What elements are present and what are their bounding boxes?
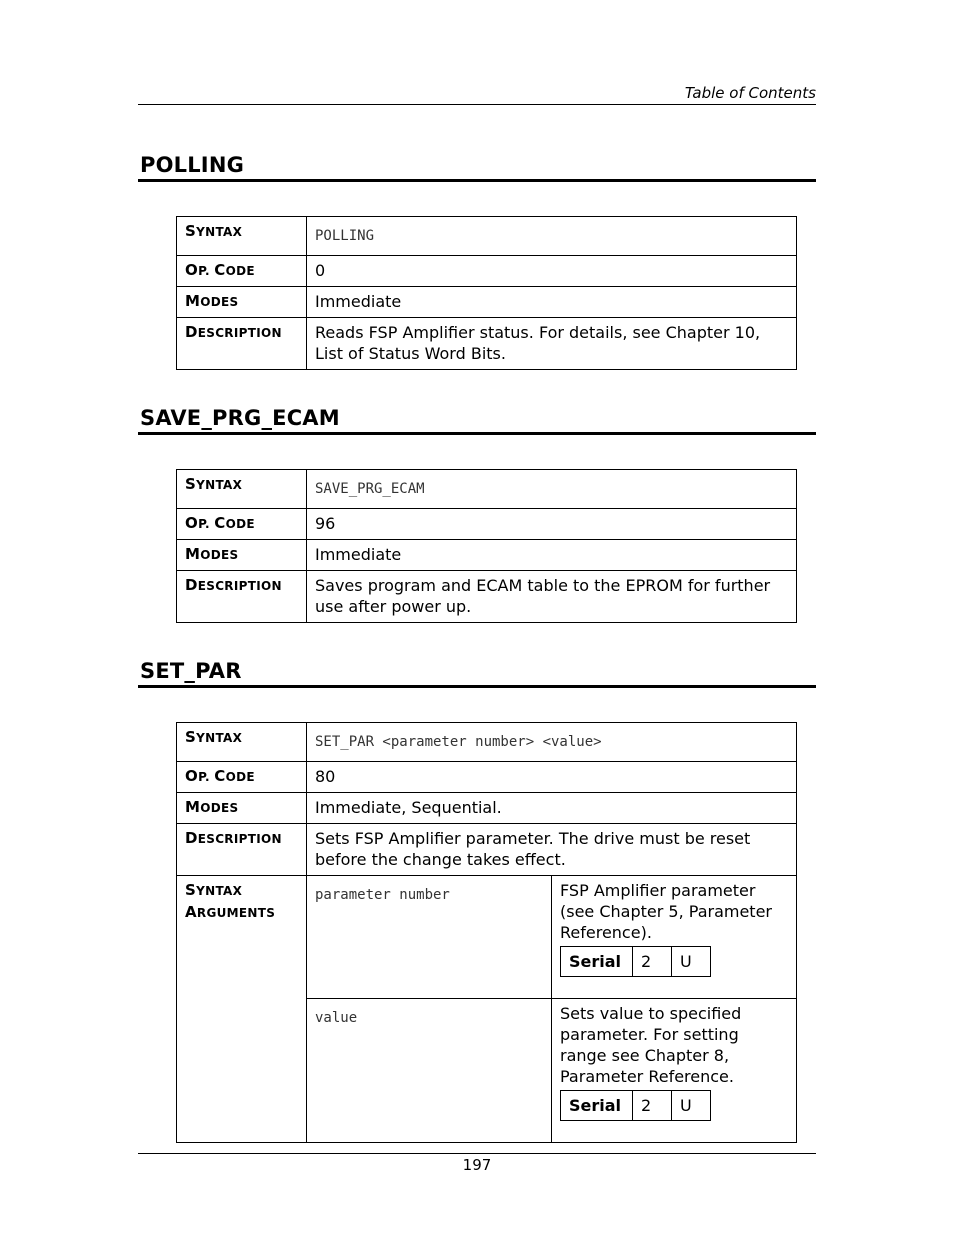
description-value: Sets FSP Amplifier parameter. The drive must be reset before the change takes effect. <box>307 824 797 876</box>
section-rule <box>138 179 816 182</box>
page-number: 197 <box>462 1156 492 1174</box>
serial-table <box>560 946 711 977</box>
table-row-syntax <box>177 723 797 762</box>
section-rule <box>138 432 816 435</box>
label-modes: MODES <box>177 793 307 824</box>
section-rule <box>138 685 816 688</box>
serial-type: U <box>672 947 711 977</box>
table-row-opcode <box>177 256 797 287</box>
label-opcode: OP. CODE <box>177 762 307 793</box>
table-row-description <box>177 318 797 370</box>
argument-description-text: Sets value to specified parameter. For setting range see Chapter 8, Parameter Reference. <box>560 1004 742 1086</box>
table-row-opcode <box>177 509 797 540</box>
label-description: DESCRIPTION <box>177 571 307 623</box>
table-row-modes <box>177 793 797 824</box>
command-table-save-prg-ecam <box>176 469 797 623</box>
label-description: DESCRIPTION <box>177 824 307 876</box>
command-table-polling <box>176 216 797 370</box>
opcode-value: 80 <box>307 762 797 793</box>
serial-length: 2 <box>633 947 672 977</box>
table-row-description <box>177 571 797 623</box>
modes-value: Immediate, Sequential. <box>307 793 797 824</box>
description-value: Reads FSP Amplifier status. For details, see Chapter 10, List of Status Word Bits. <box>307 318 797 370</box>
serial-length: 2 <box>633 1091 672 1121</box>
label-opcode: OP. CODE <box>177 256 307 287</box>
section-title-save-prg-ecam: SAVE_PRG_ECAM <box>140 406 340 430</box>
table-row-syntax <box>177 470 797 509</box>
argument-description <box>552 876 797 999</box>
serial-label: Serial <box>561 1091 633 1121</box>
serial-type: U <box>672 1091 711 1121</box>
section-title-polling: POLLING <box>140 153 245 177</box>
argument-name: parameter number <box>307 876 552 999</box>
label-syntax: SYNTAX <box>177 217 307 256</box>
serial-table <box>560 1090 711 1121</box>
label-opcode: OP. CODE <box>177 509 307 540</box>
syntax-value: SAVE_PRG_ECAM <box>307 470 797 509</box>
running-header-title: Table of Contents <box>684 84 816 102</box>
label-syntax-arguments: SYNTAX ARGUMENTS <box>177 876 307 1143</box>
table-row-description <box>177 824 797 876</box>
argument-description-text: FSP Amplifier parameter (see Chapter 5, Parameter Reference). <box>560 881 772 942</box>
opcode-value: 0 <box>307 256 797 287</box>
table-row-argument <box>177 876 797 999</box>
description-value: Saves program and ECAM table to the EPROM for further use after power up. <box>307 571 797 623</box>
label-syntax: SYNTAX <box>177 470 307 509</box>
serial-label: Serial <box>561 947 633 977</box>
command-table-set-par <box>176 722 797 1143</box>
table-row-syntax <box>177 217 797 256</box>
label-modes: MODES <box>177 540 307 571</box>
syntax-value: SET_PAR <parameter number> <value> <box>307 723 797 762</box>
table-row-modes <box>177 540 797 571</box>
modes-value: Immediate <box>307 540 797 571</box>
table-row-opcode <box>177 762 797 793</box>
syntax-value: POLLING <box>307 217 797 256</box>
table-row-modes <box>177 287 797 318</box>
argument-description <box>552 999 797 1143</box>
modes-value: Immediate <box>307 287 797 318</box>
header-rule <box>138 104 816 105</box>
argument-name: value <box>307 999 552 1143</box>
section-title-set-par: SET_PAR <box>140 659 242 683</box>
label-syntax: SYNTAX <box>177 723 307 762</box>
opcode-value: 96 <box>307 509 797 540</box>
label-modes: MODES <box>177 287 307 318</box>
label-description: DESCRIPTION <box>177 318 307 370</box>
footer-rule <box>138 1153 816 1154</box>
